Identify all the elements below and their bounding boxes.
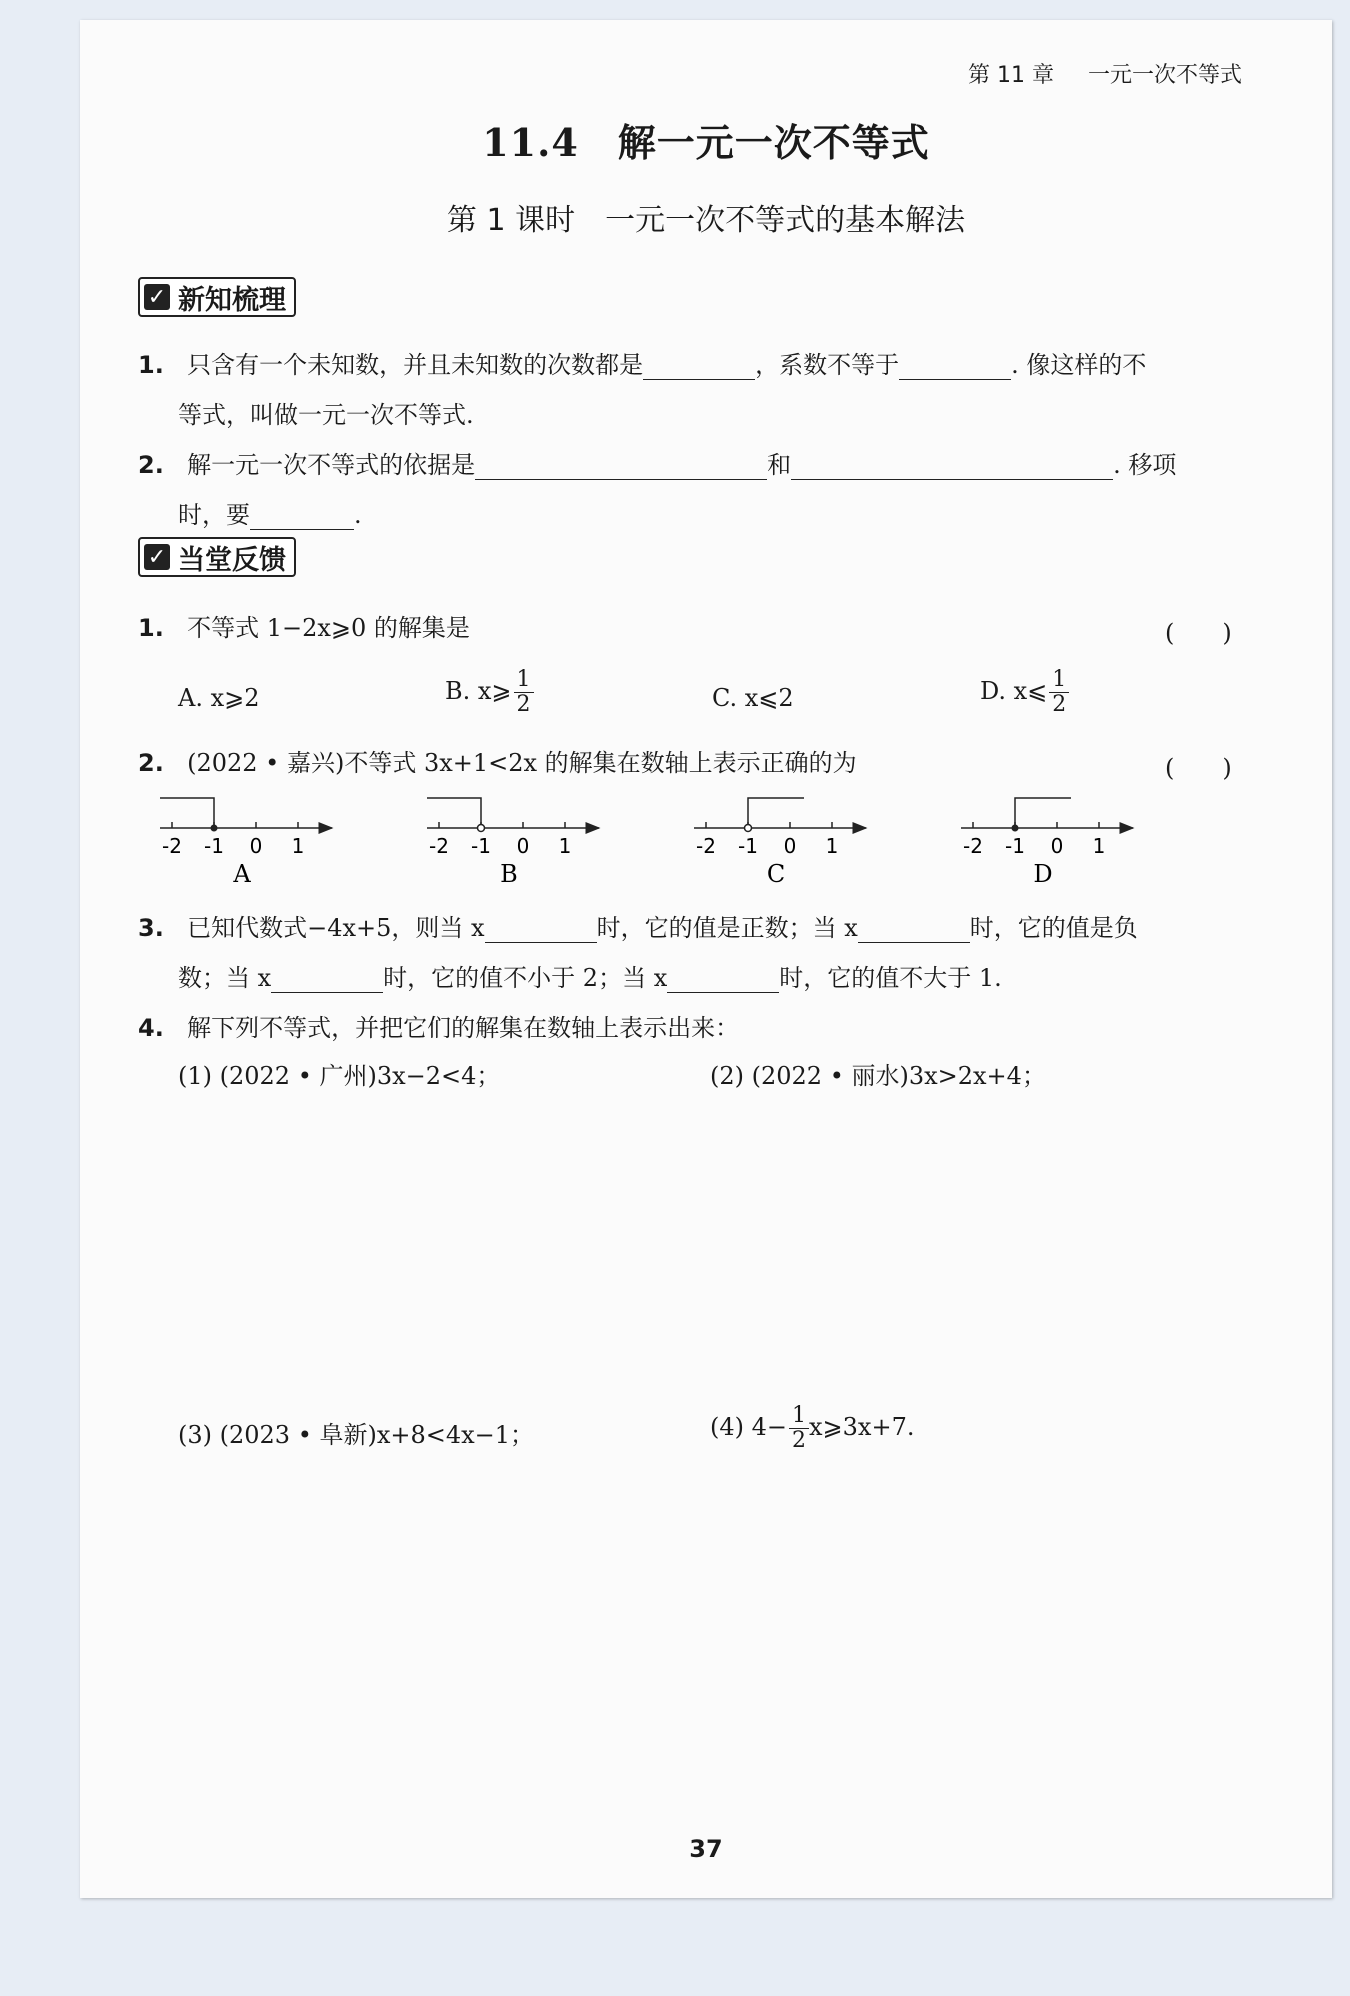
answer-paren[interactable]: ( )	[1165, 619, 1232, 647]
sub-problem-2: (2) (2022 • 丽水)3x>2x+4；	[710, 1062, 1046, 1090]
tick-label: 1	[291, 834, 305, 858]
question-text: 时，它的值是正数；当 x	[596, 914, 858, 942]
sub-problem-1: (1) (2022 • 广州)3x−2<4；	[178, 1062, 501, 1090]
tick-label: -2	[429, 834, 449, 858]
question-text: 解一元一次不等式的依据是	[187, 451, 476, 479]
number-line-d[interactable]	[961, 798, 1133, 888]
option-letter: A	[233, 860, 251, 888]
tick-label: -1	[738, 834, 758, 858]
sub-problem-4	[710, 1404, 914, 1453]
work-area-3[interactable]	[176, 1460, 676, 1810]
option-text: D. x⩽	[980, 677, 1048, 705]
numerator: 1	[514, 668, 534, 693]
option-b[interactable]	[445, 668, 534, 717]
question-text: 时，它的值是负	[969, 914, 1138, 942]
question-text: 已知代数式−4x+5，则当 x	[187, 914, 485, 942]
tick-label: -1	[1005, 834, 1025, 858]
question-number: 4.	[138, 1014, 164, 1042]
tick-label: -2	[963, 834, 983, 858]
work-area-1[interactable]	[176, 1090, 676, 1390]
question-text: 和	[767, 451, 792, 479]
question-text: ，系数不等于	[755, 351, 900, 379]
option-letter: C	[766, 860, 786, 888]
answer-paren[interactable]: ( )	[1165, 754, 1232, 782]
sub-problem-3: (3) (2023 • 阜新)x+8<4x−1；	[178, 1421, 535, 1449]
checkmark-icon: ✓	[144, 544, 170, 570]
work-area-4[interactable]	[708, 1460, 1228, 1810]
s1-question-2-line2	[178, 500, 362, 530]
section-new-knowledge	[138, 277, 296, 317]
fraction	[1049, 668, 1069, 717]
denominator: 2	[1052, 692, 1067, 717]
answer-blank[interactable]	[271, 968, 383, 993]
question-text: .	[354, 501, 362, 529]
page-title: 11.4 解一元一次不等式	[482, 120, 930, 165]
option-d[interactable]	[980, 668, 1069, 717]
page-header	[968, 58, 1242, 89]
question-number: 1.	[138, 614, 164, 642]
question-number: 2.	[138, 451, 164, 479]
denominator: 2	[516, 692, 531, 717]
fraction	[514, 668, 534, 717]
work-area-2[interactable]	[708, 1090, 1228, 1390]
problem-text: (4) 4−	[710, 1413, 788, 1441]
tick-label: 0	[249, 834, 263, 858]
question-text: 时，要	[178, 501, 250, 529]
option-letter: D	[1033, 860, 1053, 888]
numerator: 1	[1049, 668, 1069, 693]
number-line-c[interactable]	[694, 798, 866, 888]
question-text: 等式，叫做一元一次不等式.	[178, 401, 474, 429]
option-letter: B	[500, 860, 518, 888]
question-text: . 像这样的不	[1011, 351, 1147, 379]
option-a[interactable]: A. x⩾2	[178, 684, 260, 712]
s1-question-2	[138, 450, 1176, 480]
section-label: 当堂反馈	[178, 544, 286, 576]
option-text: B. x⩾	[445, 677, 512, 705]
s2-question-2	[138, 748, 857, 778]
question-text: 数；当 x	[178, 964, 272, 992]
question-text: (2022 • 嘉兴)不等式 3x+1<2x 的解集在数轴上表示正确的为	[187, 749, 857, 777]
s2-question-3-line2	[178, 963, 1002, 993]
question-text: . 移项	[1113, 451, 1177, 479]
problem-text: x⩾3x+7.	[809, 1413, 915, 1441]
question-number: 2.	[138, 749, 164, 777]
page-number: 37	[689, 1835, 723, 1863]
number-line-b[interactable]	[427, 798, 599, 888]
tick-label: -1	[204, 834, 224, 858]
answer-blank[interactable]	[475, 455, 767, 480]
tick-label: -2	[696, 834, 716, 858]
s2-question-1	[138, 613, 470, 643]
tick-label: 0	[1050, 834, 1064, 858]
s1-question-1	[138, 350, 1146, 380]
answer-blank[interactable]	[485, 918, 597, 943]
numerator: 1	[789, 1404, 809, 1429]
answer-blank[interactable]	[899, 355, 1011, 380]
s2-question-4	[138, 1013, 739, 1043]
answer-blank[interactable]	[667, 968, 779, 993]
chapter-number: 第 11 章	[968, 63, 1054, 88]
tick-label: 0	[783, 834, 797, 858]
question-text: 时，它的值不大于 1.	[779, 964, 1002, 992]
question-number: 3.	[138, 914, 164, 942]
section-label: 新知梳理	[178, 284, 286, 316]
question-text: 时，它的值不小于 2；当 x	[383, 964, 668, 992]
question-text: 不等式 1−2x⩾0 的解集是	[187, 614, 470, 642]
answer-blank[interactable]	[250, 505, 354, 530]
answer-blank[interactable]	[858, 918, 970, 943]
number-line-options	[160, 785, 1260, 905]
workbook-page	[80, 20, 1332, 1898]
answer-blank[interactable]	[791, 455, 1113, 480]
option-c[interactable]: C. x⩽2	[712, 684, 794, 712]
tick-label: 0	[516, 834, 530, 858]
section-class-feedback	[138, 537, 296, 577]
tick-label: -2	[162, 834, 182, 858]
question-text: 只含有一个未知数，并且未知数的次数都是	[187, 351, 644, 379]
answer-blank[interactable]	[643, 355, 755, 380]
number-line-a[interactable]	[160, 798, 332, 888]
s2-question-3	[138, 913, 1138, 943]
question-number: 1.	[138, 351, 164, 379]
tick-label: 1	[825, 834, 839, 858]
denominator: 2	[792, 1428, 807, 1453]
checkmark-icon: ✓	[144, 284, 170, 310]
fraction	[789, 1404, 809, 1453]
question-text: 解下列不等式，并把它们的解集在数轴上表示出来：	[187, 1014, 740, 1042]
tick-label: -1	[471, 834, 491, 858]
tick-label: 1	[1092, 834, 1106, 858]
tick-label: 1	[558, 834, 572, 858]
chapter-title: 一元一次不等式	[1087, 63, 1242, 88]
lesson-subtitle: 第 1 课时 一元一次不等式的基本解法	[446, 203, 966, 238]
